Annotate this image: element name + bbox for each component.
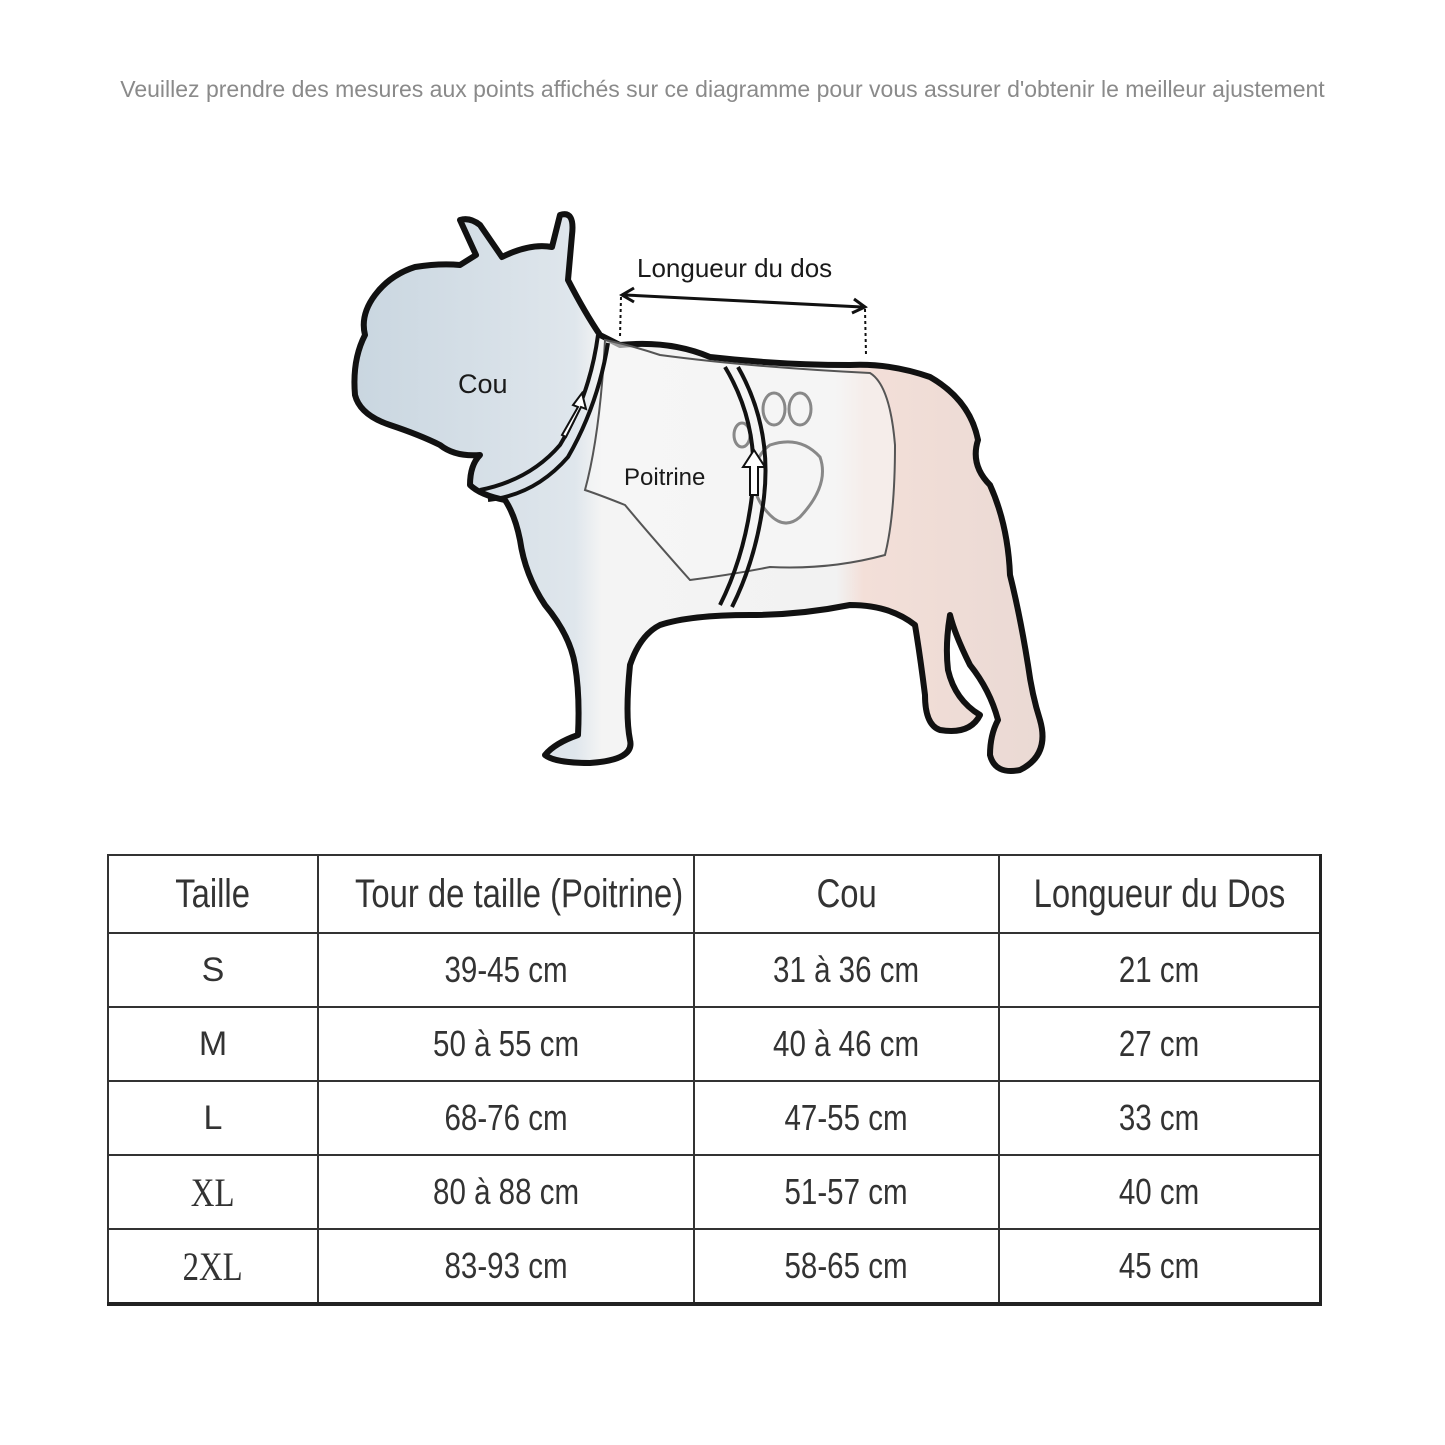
neck-cell: 31 à 36 cm — [694, 933, 999, 1007]
neck-label: Cou — [458, 369, 508, 399]
instruction-text: Veuillez prendre des mesures aux points affichés sur ce diagramme pour vous assurer d'obtenir le meilleur ajustement — [120, 76, 1325, 102]
neck-cell: 51-57 cm — [694, 1155, 999, 1229]
dog-measurement-diagram — [330, 195, 1090, 795]
neck-cell: 40 à 46 cm — [694, 1007, 999, 1081]
size-chart-table — [107, 854, 1322, 1306]
table-row — [108, 1007, 1320, 1081]
table-row — [108, 1155, 1320, 1229]
back-length-cell: 27 cm — [999, 1007, 1320, 1081]
size-cell: L — [108, 1081, 318, 1155]
table-row — [108, 1081, 1320, 1155]
chest-cell: 50 à 55 cm — [318, 1007, 694, 1081]
chest-cell: 80 à 88 cm — [318, 1155, 694, 1229]
chest-cell: 83-93 cm — [318, 1229, 694, 1304]
chest-cell: 68-76 cm — [318, 1081, 694, 1155]
size-cell: S — [108, 933, 318, 1007]
back-length-cell: 45 cm — [999, 1229, 1320, 1304]
header-size: Taille — [108, 855, 318, 933]
table-row — [108, 933, 1320, 1007]
back-length-cell: 40 cm — [999, 1155, 1320, 1229]
back-length-arrow — [622, 288, 865, 313]
header-back-length: Longueur du Dos — [999, 855, 1320, 933]
back-length-label: Longueur du dos — [637, 253, 833, 283]
size-cell: M — [108, 1007, 318, 1081]
table-row — [108, 1229, 1320, 1304]
neck-cell: 58-65 cm — [694, 1229, 999, 1304]
chest-cell: 39-45 cm — [318, 933, 694, 1007]
table-header-row — [108, 855, 1320, 933]
header-chest: Tour de taille (Poitrine) — [318, 855, 694, 933]
neck-cell: 47-55 cm — [694, 1081, 999, 1155]
size-cell: XL — [108, 1155, 318, 1229]
back-length-cell: 33 cm — [999, 1081, 1320, 1155]
chest-label: Poitrine — [624, 464, 706, 491]
size-cell: 2XL — [108, 1229, 318, 1304]
dog-illustration — [330, 195, 1090, 795]
header-neck: Cou — [694, 855, 999, 933]
back-length-cell: 21 cm — [999, 933, 1320, 1007]
